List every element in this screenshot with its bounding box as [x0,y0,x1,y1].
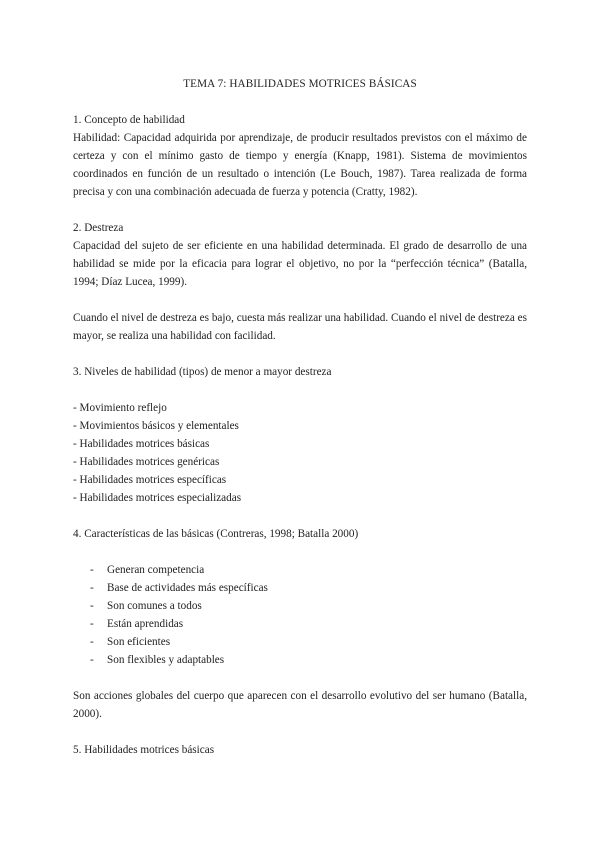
niveles-list [73,399,527,507]
paragraph-destreza-definicion: Capacidad del sujeto de ser eficiente en una habilidad determinada. El grado de desarrollo de una habilidad se mide por la eficacia para lograr el objetivo, no por la “perfección técnica” (Batalla, 1994; Díaz Lucea, 1999). [73,240,527,288]
list-item: - Habilidades motrices básicas [73,438,210,450]
section-concepto-habilidad [73,111,527,201]
paragraph-acciones-globales: Son acciones globales del cuerpo que aparecen con el desarrollo evolutivo del ser humano (Batalla, 2000). [73,690,527,720]
section-heading: 2. Destreza [73,222,124,234]
section-heading: 4. Características de las básicas (Contreras, 1998; Batalla 2000) [73,528,359,540]
list-item: - Generan competencia [90,561,527,579]
list-item: - Son eficientes [90,633,527,651]
list-item: - Habilidades motrices específicas [73,474,227,486]
section-caracteristicas-list [73,561,527,669]
paragraph-nivel-destreza: Cuando el nivel de destreza es bajo, cuesta más realizar una habilidad. Cuando el nivel de destreza es mayor, se realiza una habilidad con facilidad. [73,312,527,342]
list-item: - Habilidades motrices genéricas [73,456,220,468]
list-item: - Habilidades motrices especializadas [73,492,242,504]
section-caracteristicas-heading [73,525,527,543]
section-heading: 1. Concepto de habilidad [73,114,185,126]
list-item: - Movimiento reflejo [73,402,167,414]
section-destreza [73,219,527,291]
section-niveles-heading [73,363,527,381]
list-item: - Son flexibles y adaptables [90,651,527,669]
section-niveles-list [73,399,527,507]
section-heading: 3. Niveles de habilidad (tipos) de menor a mayor destreza [73,366,332,378]
section-destreza-nivel [73,309,527,345]
caracteristicas-list [73,561,527,669]
list-item: - Movimientos básicos y elementales [73,420,239,432]
section-acciones-globales [73,687,527,723]
list-item: - Son comunes a todos [90,597,527,615]
section-heading: 5. Habilidades motrices básicas [73,744,215,756]
document-title: TEMA 7: HABILIDADES MOTRICES BÁSICAS [183,78,417,90]
list-item: - Están aprendidas [90,615,527,633]
section-habilidades-motrices-basicas [73,741,527,759]
list-item: - Base de actividades más específicas [90,579,527,597]
paragraph-habilidad-definicion: Habilidad: Capacidad adquirida por aprendizaje, de producir resultados previstos con el máximo de certeza y con el mínimo gasto de tiempo y energía (Knapp, 1981). Sistema de movimientos coordinados en función de un resultado o intención (Le Bouch, 1987). Tarea realizada de forma precisa y con una combinación adecuada de fuerza y potencia (Cratty, 1982). [73,132,527,198]
